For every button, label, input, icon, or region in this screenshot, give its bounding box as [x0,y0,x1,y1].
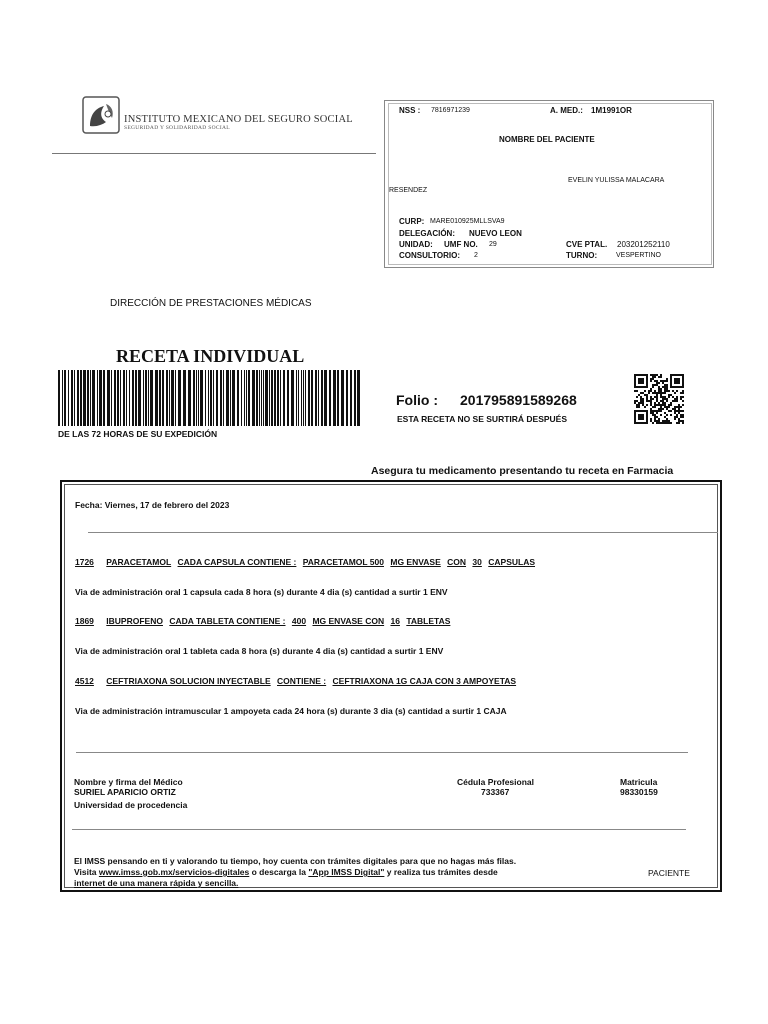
medication-part: CAPSULAS [488,557,536,567]
cve-ptal-label: CVE PTAL. [566,240,608,249]
medication-name: CEFTRIAXONA SOLUCION INYECTABLE [106,676,271,686]
matricula-value: 98330159 [620,787,658,797]
medication-part: MG ENVASE CON [312,616,385,626]
fecha-divider [88,532,718,533]
unidad-label: UNIDAD: [399,240,433,249]
folio-note: ESTA RECETA NO SE SURTIRÁ DESPUÉS [397,414,568,424]
imss-digital-link[interactable]: www.imss.gob.mx/servicios-digitales [98,867,250,877]
medication-code: 1869 [75,616,94,626]
medication-part: MG ENVASE [390,557,441,567]
folio-label: Folio : [396,392,438,408]
doctor-label: Nombre y firma del Médico [74,777,183,787]
cve-ptal-value: 203201252110 [617,240,670,249]
app-imss-link[interactable]: "App IMSS Digital" [308,867,385,877]
medication-1 [75,557,539,567]
curp-label: CURP: [399,217,425,226]
qr-code-icon [634,374,684,424]
medication-name: PARACETAMOL [106,557,172,567]
barcode-caption: DE LAS 72 HORAS DE SU EXPEDICIÓN [58,429,218,439]
header-divider [52,153,376,154]
doctor-name: SURIEL APARICIO ORTIZ [74,787,176,797]
footer-line2-mid: o descarga la [249,867,309,877]
a-med-label: A. MED.: [550,106,583,115]
patient-name-line1: EVELIN YULISSA MALACARA [568,177,665,184]
medication-code: 4512 [75,676,94,686]
direccion-heading: DIRECCIÓN DE PRESTACIONES MÉDICAS [110,298,312,309]
medication-3 [75,676,520,686]
medication-name: IBUPROFENO [106,616,163,626]
signature-divider [76,752,688,753]
medication-part: PARACETAMOL 500 [302,557,384,567]
medication-part: CONTIENE : [277,676,327,686]
medication-3-instructions: Via de administración intramuscular 1 ampoyeta cada 24 hora (s) durante 3 dia (s) cantidad a surtir 1 CAJA [75,706,507,716]
institution-subtitle: SEGURIDAD Y SOLIDARIDAD SOCIAL [124,125,230,131]
footer-line3: internet de una manera rápida y sencilla. [74,878,239,888]
folio-number: 201795891589268 [460,392,577,408]
medication-part: 400 [291,616,307,626]
consultorio-label: CONSULTORIO: [399,251,461,260]
medication-part: 16 [390,616,400,626]
university-label: Universidad de procedencia [74,800,188,810]
barcode-icon [58,370,360,426]
page-title: RECETA INDIVIDUAL [116,346,305,366]
imss-logo-icon [82,96,120,134]
umf-label: UMF NO. [444,240,478,249]
medication-code: 1726 [75,557,94,567]
curp-value: MARE010925MLLSVA9 [430,218,505,225]
footer-line2-prefix: Visita [74,867,99,877]
turno-label: TURNO: [566,251,598,260]
footer-line1: El IMSS pensando en ti y valorando tu tiempo, hoy cuenta con trámites digitales para que no hagas más filas. [74,856,517,866]
a-med-value: 1M1991OR [591,106,632,115]
consultorio-value: 2 [474,252,478,259]
medication-part: TABLETAS [406,616,451,626]
umf-value: 29 [489,241,497,248]
cedula-value: 733367 [481,787,510,797]
patient-name-header: NOMBRE DEL PACIENTE [499,135,595,144]
medication-part: CEFTRIAXONA 1G CAJA CON 3 AMPOYETAS [332,676,517,686]
farmacia-note: Asegura tu medicamento presentando tu receta en Farmacia [371,465,674,477]
matricula-label: Matricula [620,777,658,787]
medication-2-instructions: Via de administración oral 1 tableta cada 8 hora (s) durante 4 dia (s) cantidad a surtir 1 ENV [75,646,444,656]
footer-divider [72,829,686,830]
institution-name: INSTITUTO MEXICANO DEL SEGURO SOCIAL [124,114,353,125]
medication-part: CADA CAPSULA CONTIENE : [177,557,297,567]
medication-part: 30 [472,557,482,567]
copy-label: PACIENTE [648,868,690,878]
nss-value: 7816971239 [431,107,470,114]
turno-value: VESPERTINO [616,252,661,259]
footer-line2 [74,867,498,877]
cedula-label: Cédula Profesional [457,777,534,787]
prescription-box-inner [64,484,718,888]
medication-1-instructions: Via de administración oral 1 capsula cada 8 hora (s) durante 4 dia (s) cantidad a surtir 1 ENV [75,587,448,597]
delegacion-label: DELEGACIÓN: [399,229,455,238]
medication-part: CON [447,557,467,567]
patient-name-line2: RESENDEZ [389,187,428,194]
nss-label: NSS : [399,106,421,115]
medication-2 [75,616,454,626]
delegacion-value: NUEVO LEON [469,229,522,238]
fecha: Fecha: Viernes, 17 de febrero del 2023 [75,500,230,510]
footer-line2-suffix: y realiza tus trámites desde [384,867,498,877]
medication-part: CADA TABLETA CONTIENE : [169,616,286,626]
